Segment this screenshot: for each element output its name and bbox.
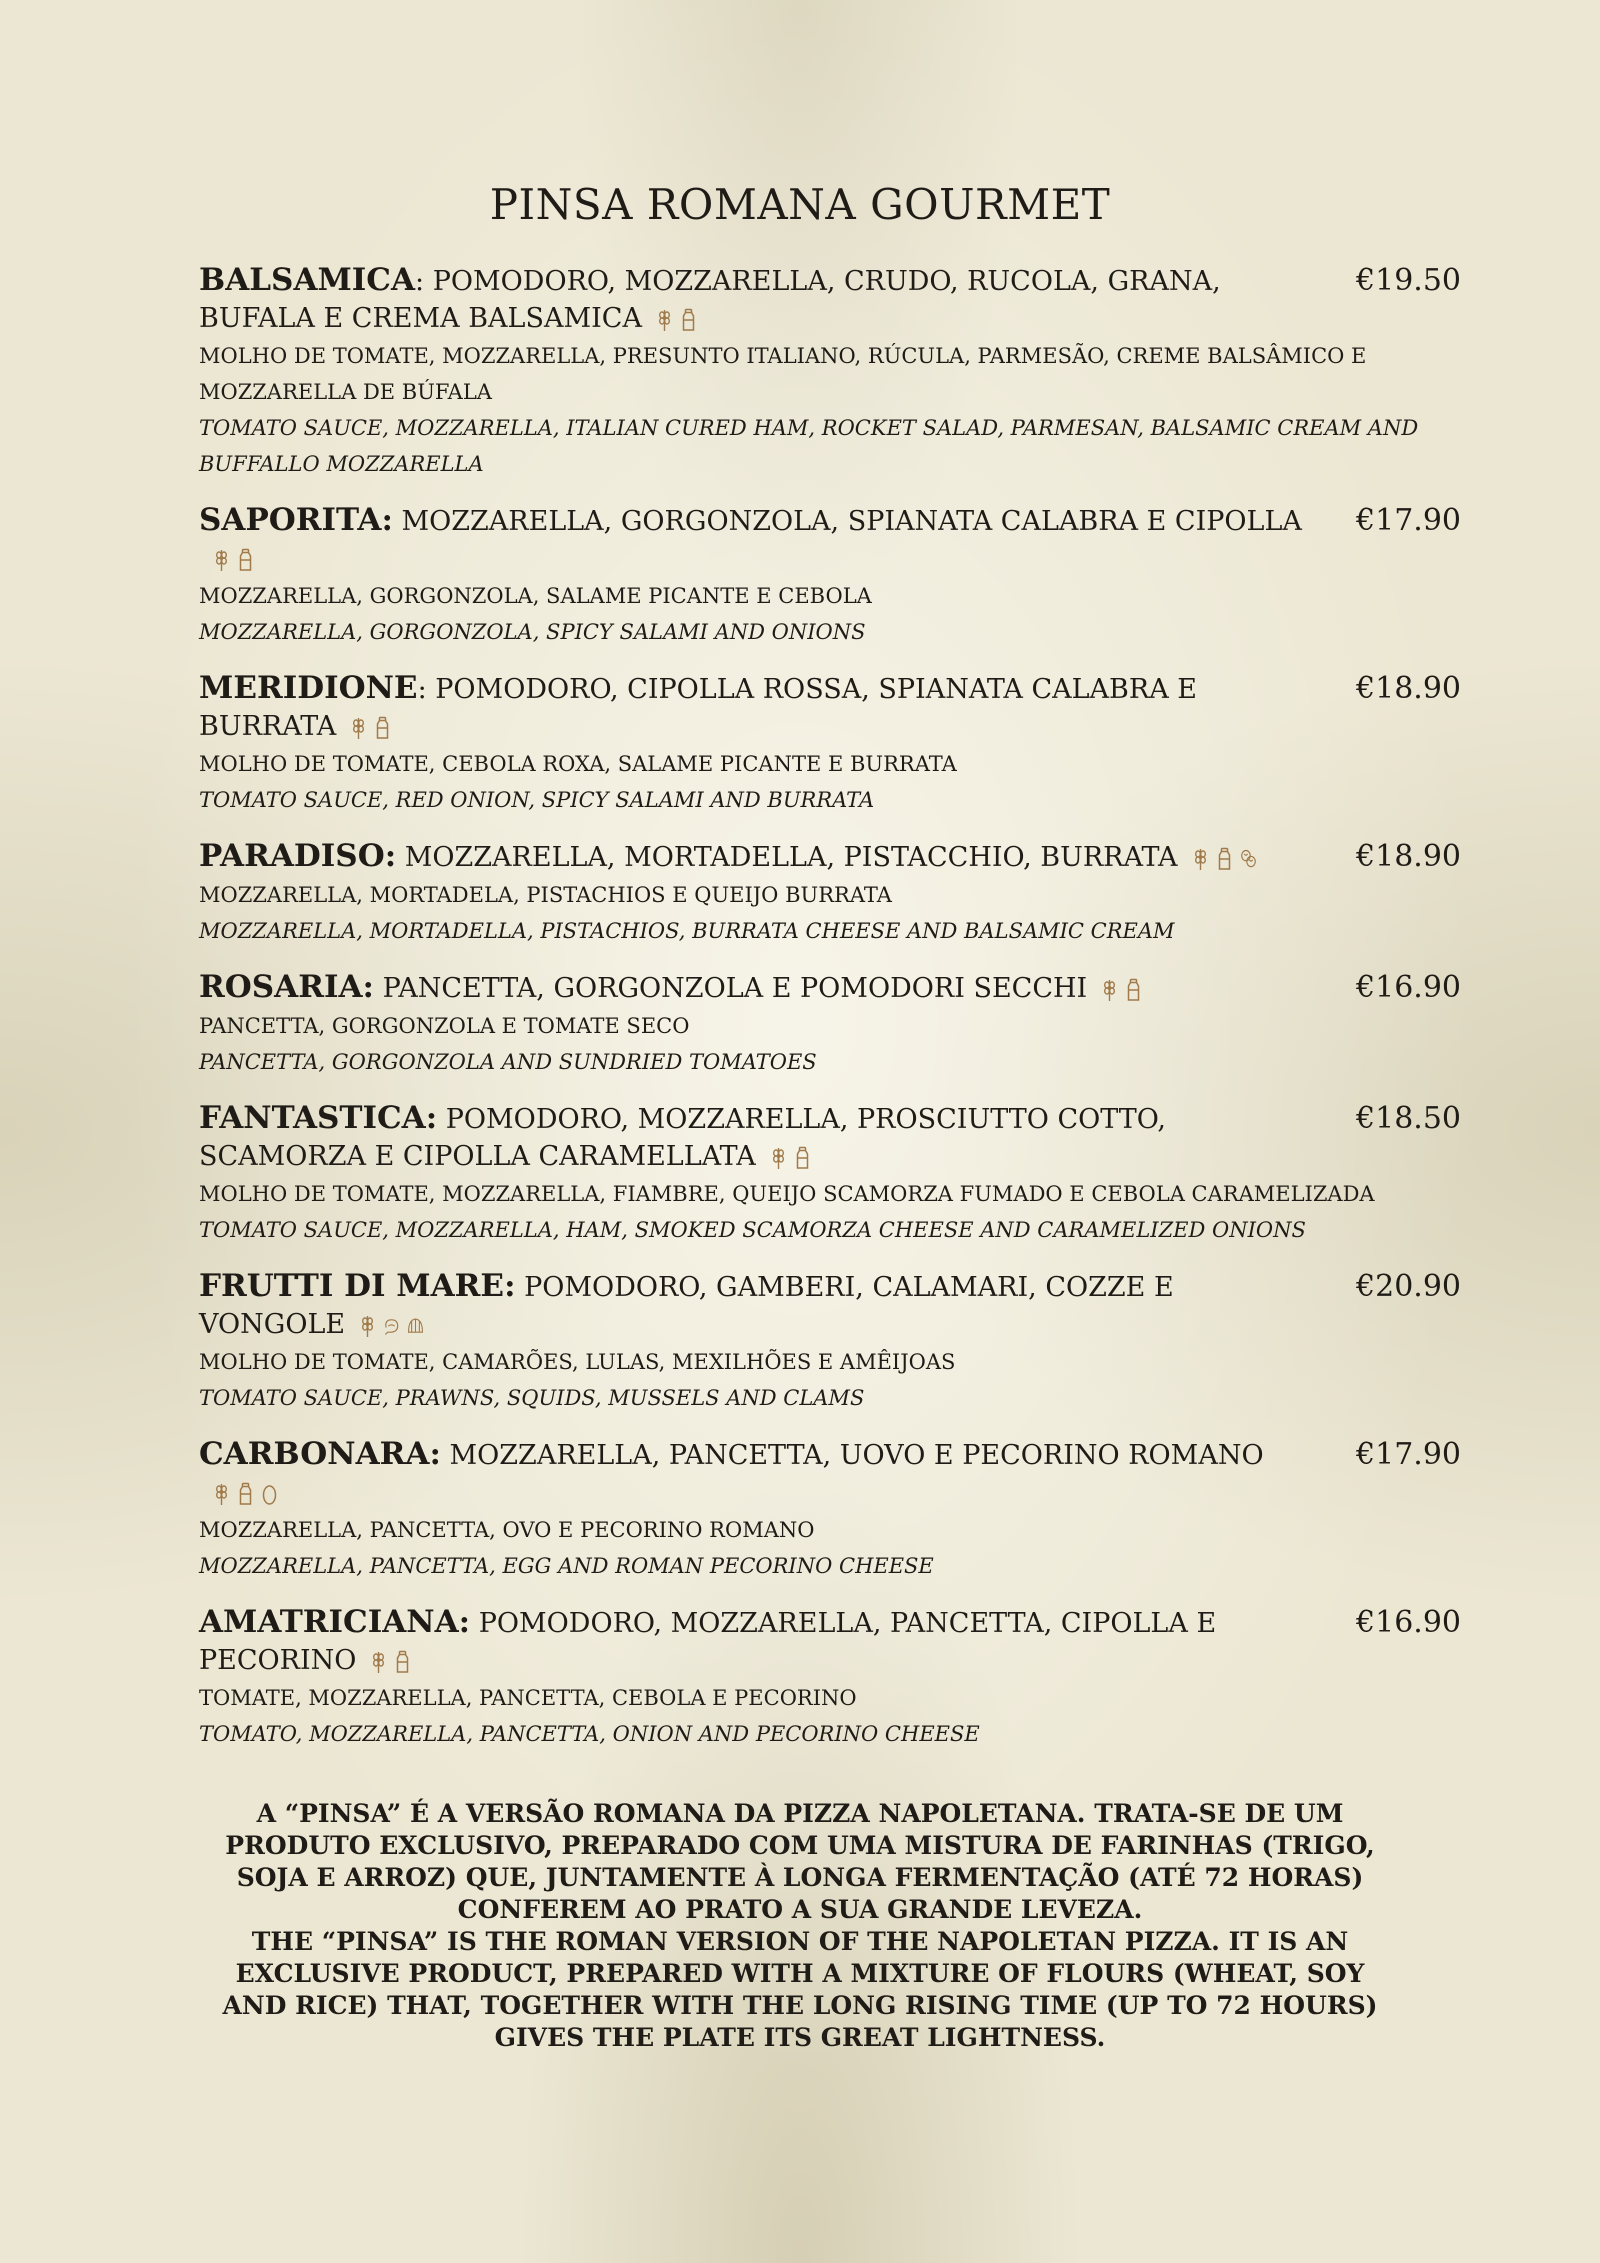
item-price: €17.90 bbox=[1356, 1437, 1461, 1472]
gluten-icon bbox=[213, 1482, 230, 1506]
menu-item bbox=[199, 670, 1461, 818]
allergen-icons bbox=[359, 1314, 424, 1338]
milk-icon bbox=[1216, 847, 1233, 871]
note-en: THE “PINSA” IS THE ROMAN VERSION OF THE NAPOLETAN PIZZA. IT IS AN EXCLUSIVE PRODUCT, PREPARED WITH A MIXTURE OF FLOURS (WHEAT, SOY AND RICE) THAT, TOGETHER WITH THE LONG RISING TIME (UP TO 72 HOURS) GIVES THE PLATE ITS GREAT LIGHTNESS. bbox=[222, 1927, 1378, 2052]
item-description-pt: PANCETTA, GORGONZOLA E TOMATE SECO bbox=[199, 1014, 690, 1038]
item-name: ROSARIA: bbox=[199, 969, 374, 1005]
item-description-en: TOMATO SAUCE, PRAWNS, SQUIDS, MUSSELS AND CLAMS bbox=[199, 1386, 865, 1410]
item-price: €18.90 bbox=[1356, 671, 1461, 706]
nuts-icon bbox=[1240, 847, 1257, 871]
item-description-it: POMODORO, MOZZARELLA, PROSCIUTTO COTTO, SCAMORZA E CIPOLLA CARAMELLATA bbox=[199, 1104, 1166, 1172]
item-heading bbox=[199, 1268, 1319, 1343]
item-heading bbox=[199, 838, 1319, 876]
item-description-it: MOZZARELLA, GORGONZOLA, SPIANATA CALABRA E CIPOLLA bbox=[401, 506, 1302, 537]
milk-icon bbox=[794, 1146, 811, 1170]
item-description-it: MOZZARELLA, MORTADELLA, PISTACCHIO, BURRATA bbox=[404, 842, 1178, 873]
item-name: FRUTTI DI MARE: bbox=[199, 1268, 516, 1304]
allergen-icons bbox=[1192, 847, 1257, 871]
item-description-en: PANCETTA, GORGONZOLA AND SUNDRIED TOMATOES bbox=[199, 1050, 817, 1074]
item-price: €16.90 bbox=[1356, 1605, 1461, 1640]
menu-list bbox=[199, 262, 1461, 1752]
item-separator bbox=[470, 1608, 479, 1639]
milk-icon bbox=[374, 716, 391, 740]
item-description-pt: MOZZARELLA, MORTADELA, PISTACHIOS E QUEIJO BURRATA bbox=[199, 883, 892, 907]
gluten-icon bbox=[370, 1650, 387, 1674]
item-description-en: MOZZARELLA, PANCETTA, EGG AND ROMAN PECORINO CHEESE bbox=[199, 1554, 934, 1578]
item-description-it: POMODORO, MOZZARELLA, CRUDO, RUCOLA, GRANA, BUFALA E CREMA BALSAMICA bbox=[199, 266, 1221, 334]
menu-item bbox=[199, 1100, 1461, 1248]
gluten-icon bbox=[770, 1146, 787, 1170]
milk-icon bbox=[237, 1482, 254, 1506]
item-description-pt: MOLHO DE TOMATE, MOZZARELLA, FIAMBRE, QUEIJO SCAMORZA FUMADO E CEBOLA CARAMELIZADA bbox=[199, 1182, 1375, 1206]
gluten-icon bbox=[350, 716, 367, 740]
item-heading bbox=[199, 502, 1319, 577]
allergen-icons bbox=[370, 1650, 411, 1674]
item-separator: : bbox=[417, 674, 436, 705]
item-heading bbox=[199, 969, 1319, 1007]
allergen-icons bbox=[770, 1146, 811, 1170]
item-heading bbox=[199, 670, 1319, 745]
milk-icon bbox=[1125, 978, 1142, 1002]
item-description-it: PANCETTA, GORGONZOLA E POMODORI SECCHI bbox=[382, 973, 1088, 1004]
allergen-icons bbox=[213, 548, 254, 572]
item-name: CARBONARA: bbox=[199, 1436, 441, 1472]
gluten-icon bbox=[656, 308, 673, 332]
item-price: €16.90 bbox=[1356, 970, 1461, 1005]
menu-item bbox=[199, 1604, 1461, 1752]
item-description-it: POMODORO, GAMBERI, CALAMARI, COZZE E VONGOLE bbox=[199, 1272, 1174, 1340]
item-heading bbox=[199, 262, 1319, 337]
menu-item bbox=[199, 838, 1461, 949]
gluten-icon bbox=[359, 1314, 376, 1338]
item-name: AMATRICIANA: bbox=[199, 1604, 471, 1640]
item-description-en: MOZZARELLA, MORTADELLA, PISTACHIOS, BURRATA CHEESE AND BALSAMIC CREAM bbox=[199, 919, 1175, 943]
item-description-en: TOMATO SAUCE, RED ONION, SPICY SALAMI AND BURRATA bbox=[199, 788, 875, 812]
item-description-pt: MOLHO DE TOMATE, CEBOLA ROXA, SALAME PICANTE E BURRATA bbox=[199, 752, 957, 776]
item-separator bbox=[396, 842, 405, 873]
item-price: €18.90 bbox=[1356, 839, 1461, 874]
milk-icon bbox=[237, 548, 254, 572]
pinsa-note bbox=[200, 1798, 1400, 2054]
item-heading bbox=[199, 1436, 1319, 1511]
item-price: €18.50 bbox=[1356, 1101, 1461, 1136]
item-description-pt: MOLHO DE TOMATE, CAMARÕES, LULAS, MEXILHÕES E AMÊIJOAS bbox=[199, 1350, 956, 1374]
item-separator bbox=[516, 1272, 525, 1303]
item-description-en: MOZZARELLA, GORGONZOLA, SPICY SALAMI AND ONIONS bbox=[199, 620, 866, 644]
item-price: €17.90 bbox=[1356, 503, 1461, 538]
item-separator: : bbox=[415, 266, 433, 297]
item-heading bbox=[199, 1100, 1319, 1175]
crustacean-icon bbox=[383, 1314, 400, 1338]
milk-icon bbox=[394, 1650, 411, 1674]
item-description-en: TOMATO SAUCE, MOZZARELLA, ITALIAN CURED HAM, ROCKET SALAD, PARMESAN, BALSAMIC CREAM AND BUFFALLO MOZZARELLA bbox=[199, 416, 1419, 476]
item-name: MERIDIONE bbox=[199, 670, 418, 706]
mollusc-icon bbox=[407, 1314, 424, 1338]
item-name: SAPORITA: bbox=[199, 502, 393, 538]
item-separator bbox=[437, 1104, 446, 1135]
item-separator bbox=[441, 1440, 450, 1471]
allergen-icons bbox=[656, 308, 697, 332]
item-description-it: MOZZARELLA, PANCETTA, UOVO E PECORINO ROMANO bbox=[449, 1440, 1264, 1471]
item-name: FANTASTICA: bbox=[199, 1100, 438, 1136]
menu-item bbox=[199, 502, 1461, 650]
menu-item bbox=[199, 262, 1461, 482]
item-description-en: TOMATO SAUCE, MOZZARELLA, HAM, SMOKED SCAMORZA CHEESE AND CARAMELIZED ONIONS bbox=[199, 1218, 1306, 1242]
item-separator bbox=[374, 973, 383, 1004]
menu-item bbox=[199, 1268, 1461, 1416]
item-price: €19.50 bbox=[1356, 263, 1461, 298]
allergen-icons bbox=[213, 1482, 278, 1506]
item-description-it: POMODORO, MOZZARELLA, PANCETTA, CIPOLLA E PECORINO bbox=[199, 1608, 1217, 1676]
menu-item bbox=[199, 969, 1461, 1080]
menu-item bbox=[199, 1436, 1461, 1584]
allergen-icons bbox=[1101, 978, 1142, 1002]
item-description-pt: TOMATE, MOZZARELLA, PANCETTA, CEBOLA E PECORINO bbox=[199, 1686, 857, 1710]
item-name: BALSAMICA bbox=[199, 262, 416, 298]
item-name: PARADISO: bbox=[199, 838, 397, 874]
item-description-pt: MOZZARELLA, PANCETTA, OVO E PECORINO ROMANO bbox=[199, 1518, 815, 1542]
item-description-it: POMODORO, CIPOLLA ROSSA, SPIANATA CALABRA E BURRATA bbox=[199, 674, 1198, 742]
gluten-icon bbox=[213, 548, 230, 572]
item-description-en: TOMATO, MOZZARELLA, PANCETTA, ONION AND PECORINO CHEESE bbox=[199, 1722, 980, 1746]
page-title: PINSA ROMANA GOURMET bbox=[489, 180, 1111, 229]
egg-icon bbox=[261, 1482, 278, 1506]
item-heading bbox=[199, 1604, 1319, 1679]
gluten-icon bbox=[1192, 847, 1209, 871]
milk-icon bbox=[680, 308, 697, 332]
note-pt: A “PINSA” É A VERSÃO ROMANA DA PIZZA NAPOLETANA. TRATA-SE DE UM PRODUTO EXCLUSIVO, PREPARADO COM UMA MISTURA DE FARINHAS (TRIGO, SOJA E ARROZ) QUE, JUNTAMENTE À LONGA FERMENTAÇÃO (ATÉ 72 HORAS) CONFEREM AO PRATO A SUA GRANDE LEVEZA. bbox=[225, 1799, 1375, 1924]
item-description-pt: MOLHO DE TOMATE, MOZZARELLA, PRESUNTO ITALIANO, RÚCULA, PARMESÃO, CREME BALSÂMICO E MOZZARELLA DE BÚFALA bbox=[199, 344, 1367, 404]
item-description-pt: MOZZARELLA, GORGONZOLA, SALAME PICANTE E CEBOLA bbox=[199, 584, 872, 608]
item-price: €20.90 bbox=[1356, 1269, 1461, 1304]
gluten-icon bbox=[1101, 978, 1118, 1002]
allergen-icons bbox=[350, 716, 391, 740]
